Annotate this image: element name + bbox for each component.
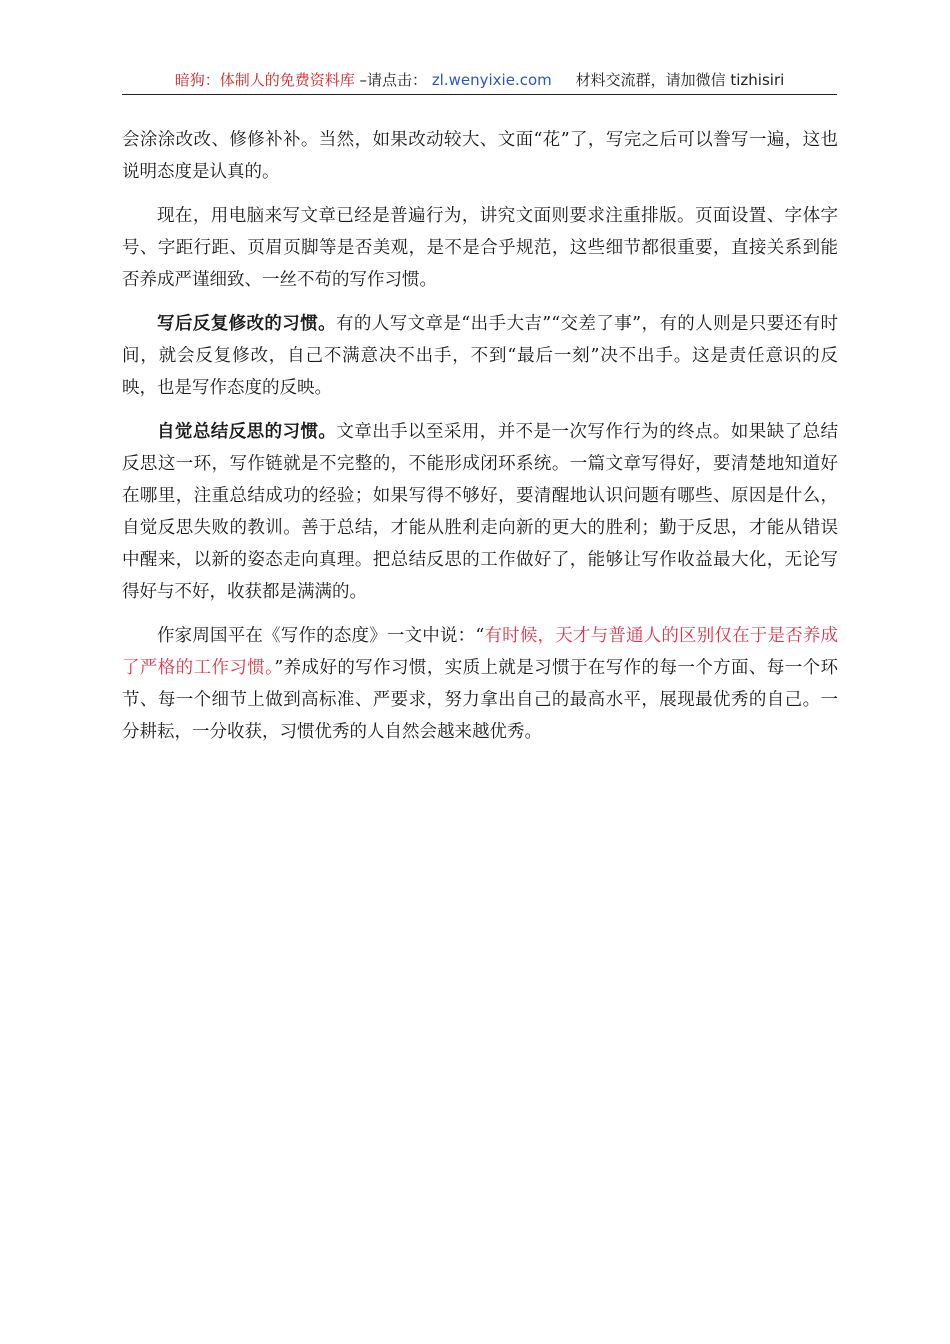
page-header [122,68,837,95]
paragraph-5 [122,620,838,748]
paragraph-5-intro: 作家周国平在《写作的态度》一文中说：“ [157,626,485,646]
header-site-name: 暗狗：体制人的免费资料库 [174,71,355,89]
paragraph-2: 现在，用电脑来写文章已经是普遍行为，讲究文面则要求注重排版。页面设置、字体字号、字距行距、页眉页脚等是否美观，是不是合乎规范，这些细节都很重要，直接关系到能否养成严谨细致、一丝不苟的写作习惯。 [122,206,838,290]
paragraph-4-heading: 自觉总结反思的习惯。 [157,422,337,442]
paragraph-1: 会涂涂改改、修修补补。当然，如果改动较大、文面“花”了，写完之后可以誊写一遍，这也说明态度是认真的。 [122,130,838,182]
paragraph-5-quote: 有时候，天才与普通人的区别仅在于是否养成了严格的工作习惯。 [122,626,839,678]
paragraph-3 [122,308,838,404]
header-wechat-note: 材料交流群，请加微信 tizhisiri [575,71,785,89]
paragraph-4-body: 文章出手以至采用，并不是一次写作行为的终点。如果缺了总结反思这一环，写作链就是不完整的，不能形成闭环系统。一篇文章写得好，要清楚地知道好在哪里，注重总结成功的经验；如果写得不够好，要清醒地认识问题有哪些、原因是什么，自觉反思失败的教训。善于总结，才能从胜利走向新的更大的胜利；勤于反思，才能从错误中醒来，以新的姿态走向真理。把总结反思的工作做好了，能够让写作收益最大化，无论写得好与不好，收获都是满满的。 [122,422,839,602]
paragraph-3-body: 有的人写文章是“出手大吉”“交差了事”，有的人则是只要还有时间，就会反复修改，自己不满意决不出手，不到“最后一刻”决不出手。这是责任意识的反映，也是写作态度的反映。 [122,314,838,398]
paragraph-4 [122,416,838,608]
document-body [122,124,838,760]
header-url-link[interactable]: zl.wenyixie.com [431,71,552,89]
paragraph-5-body: ”养成好的写作习惯，实质上就是习惯于在写作的每一个方面、每一个环节、每一个细节上做到高标准、严要求，努力拿出自己的最高水平，展现最优秀的自己。一分耕耘，一分收获，习惯优秀的人自然会越来越优秀。 [122,658,838,742]
header-click-prompt: –请点击： [359,71,428,89]
paragraph-3-heading: 写后反复修改的习惯。 [157,314,336,334]
